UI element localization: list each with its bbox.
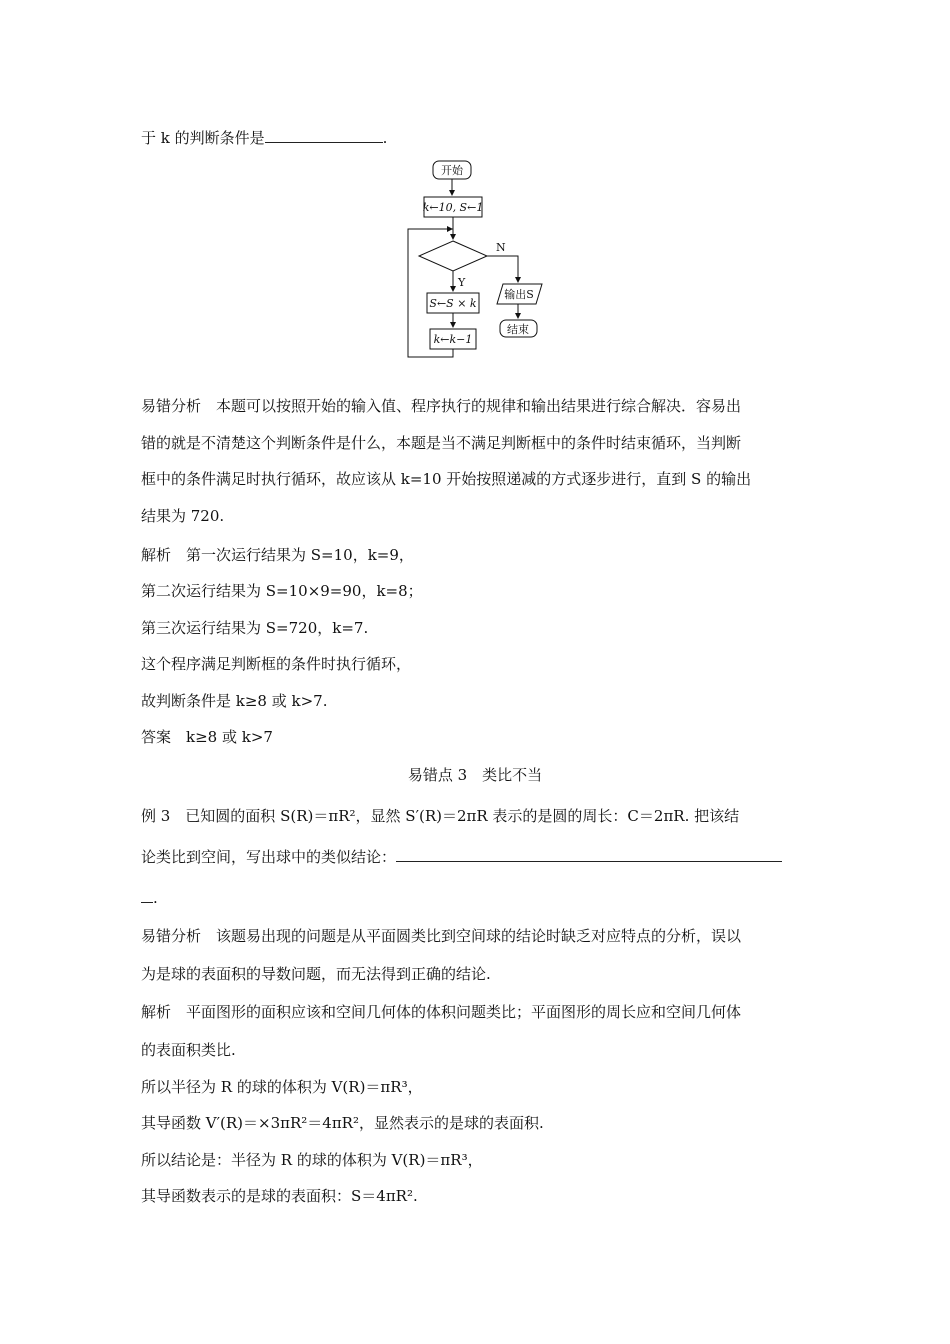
- example-blank-continued: [141, 888, 153, 903]
- answer-blank: [265, 128, 383, 143]
- solution2-line-2: 的表面积类比.: [141, 1041, 236, 1059]
- example-text: 论类比到空间，写出球中的类似结论：: [141, 848, 397, 866]
- solution2-line-5: 所以结论是：半径为 R 的球的体积为 V(R)＝πR³，: [141, 1151, 483, 1169]
- solution-line-3: 第三次运行结果为 S=720，k=7.: [141, 619, 369, 637]
- step2-label: k←k−1: [433, 333, 473, 346]
- analysis-line-4: 结果为 720.: [141, 507, 225, 525]
- solution-line-1: 解析 第一次运行结果为 S=10，k=9，: [141, 546, 414, 564]
- step1-label: S←S × k: [429, 297, 477, 310]
- analysis2-line-1: 易错分析 该题易出现的问题是从平面圆类比到空间球的结论时缺乏对应特点的分析，误以: [141, 927, 742, 945]
- example-line-2: [141, 847, 782, 867]
- section-title: 易错点 3 类比不当: [407, 766, 543, 784]
- solution2-line-3: 所以半径为 R 的球的体积为 V(R)＝πR³，: [141, 1078, 423, 1096]
- intro-line: [141, 128, 387, 148]
- end-label: 结束: [507, 323, 529, 336]
- start-label: 开始: [441, 164, 463, 177]
- solution2-line-4: 其导函数 V′(R)＝×3πR²＝4πR²，显然表示的是球的表面积.: [141, 1114, 544, 1132]
- no-label: N: [496, 241, 506, 254]
- answer-line: 答案 k≥8 或 k>7: [141, 728, 273, 746]
- flowchart: [400, 155, 560, 365]
- intro-end: .: [382, 129, 388, 147]
- intro-text: 于 k 的判断条件是: [141, 129, 265, 147]
- example-end: .: [153, 889, 158, 907]
- solution2-line-1: 解析 平面图形的面积应该和空间几何体的体积问题类比；平面图形的周长应和空间几何体: [141, 1003, 742, 1021]
- solution2-line-6: 其导函数表示的是球的表面积：S＝4πR².: [141, 1187, 418, 1205]
- init-label: k←10, S←1: [422, 201, 484, 214]
- analysis-line-2: 错的就是不清楚这个判断条件是什么，本题是当不满足判断框中的条件时结束循环，当判断: [141, 434, 742, 452]
- solution-line-5: 故判断条件是 k≥8 或 k>7.: [141, 692, 328, 710]
- yes-label: Y: [458, 276, 466, 289]
- example-line-1: 例 3 已知圆的面积 S(R)＝πR²，显然 S′(R)＝2πR 表示的是圆的周长：C＝2πR. 把该结: [141, 807, 740, 825]
- analysis2-line-2: 为是球的表面积的导数问题，而无法得到正确的结论.: [141, 965, 491, 983]
- solution-line-4: 这个程序满足判断框的条件时执行循环，: [141, 655, 412, 673]
- solution-line-2: 第二次运行结果为 S=10×9=90，k=8；: [141, 582, 423, 600]
- example-blank: [396, 847, 782, 862]
- example-line-3: [141, 888, 158, 908]
- analysis-line-1: 易错分析 本题可以按照开始的输入值、程序执行的规律和输出结果进行综合解决．容易出: [141, 397, 742, 415]
- analysis-line-3: 框中的条件满足时执行循环，故应该从 k=10 开始按照递减的方式逐步进行，直到 S 的输出: [141, 470, 752, 488]
- decision-diamond: [419, 241, 487, 271]
- output-label: 输出S: [504, 288, 534, 301]
